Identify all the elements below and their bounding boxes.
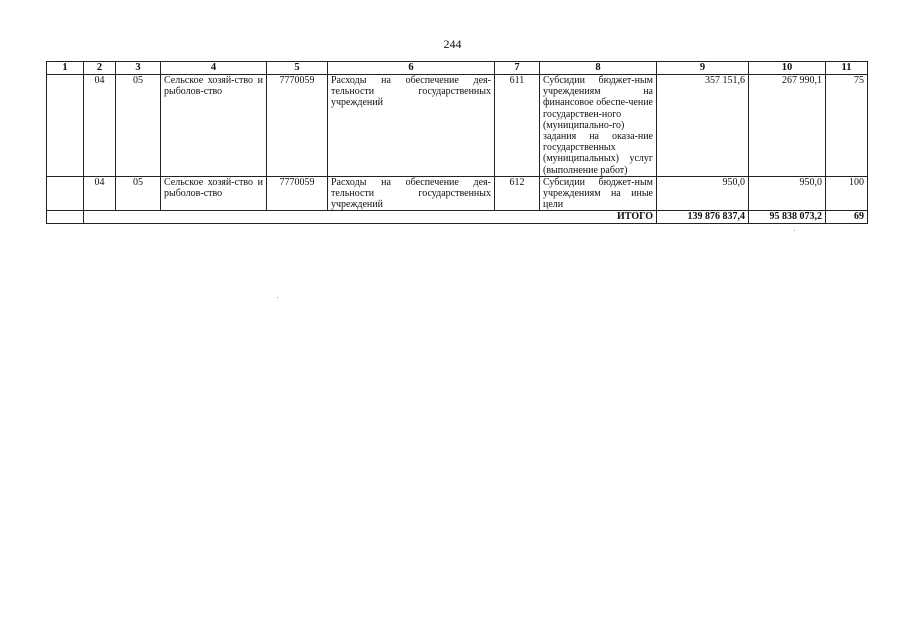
- table-row: [47, 176, 868, 211]
- row2-section: 04: [84, 176, 116, 211]
- row1-col10-value: 267 990,1: [749, 75, 826, 177]
- row2-target-name: Расходы на обеспечение дея-тельности государственных учреждений: [328, 176, 495, 211]
- row1-expense-code: 611: [495, 75, 540, 177]
- budget-table: [46, 61, 868, 224]
- row2-target-code: 7770059: [267, 176, 328, 211]
- table-row: [47, 75, 868, 177]
- header-col-10: 10: [749, 62, 826, 75]
- header-col-1: 1: [47, 62, 84, 75]
- total-label: ИТОГО: [84, 211, 657, 224]
- header-col-6: 6: [328, 62, 495, 75]
- total-row: [47, 211, 868, 224]
- header-col-3: 3: [116, 62, 161, 75]
- header-col-2: 2: [84, 62, 116, 75]
- header-col-4: 4: [161, 62, 267, 75]
- row1-expense-name: Субсидии бюджет-ным учреждениям на финансовое обеспе-чение государствен-ного (муниципально-го) задания на оказа-ние государственных (муниципальных) услуг (выполнение работ): [540, 75, 657, 177]
- row2-col10-value: 950,0: [749, 176, 826, 211]
- scan-speck: [794, 230, 795, 231]
- row1-col1: [47, 75, 84, 177]
- header-col-5: 5: [267, 62, 328, 75]
- row1-subsection-name: Сельское хозяй-ство и рыболов-ство: [161, 75, 267, 177]
- header-col-11: 11: [826, 62, 868, 75]
- page-number: 244: [443, 37, 462, 51]
- row1-target-code: 7770059: [267, 75, 328, 177]
- row2-expense-name: Субсидии бюджет-ным учреждениям на иные цели: [540, 176, 657, 211]
- row2-col11-percent: 100: [826, 176, 868, 211]
- total-spacer: [47, 211, 84, 224]
- row2-expense-code: 612: [495, 176, 540, 211]
- row1-subsection: 05: [116, 75, 161, 177]
- total-col9-value: 139 876 837,4: [657, 211, 749, 224]
- row2-subsection-name: Сельское хозяй-ство и рыболов-ство: [161, 176, 267, 211]
- header-col-9: 9: [657, 62, 749, 75]
- scan-speck: [277, 297, 278, 298]
- row1-col9-value: 357 151,6: [657, 75, 749, 177]
- row1-col11-percent: 75: [826, 75, 868, 177]
- row2-col1: [47, 176, 84, 211]
- total-col11-percent: 69: [826, 211, 868, 224]
- row1-target-name: Расходы на обеспечение дея-тельности государственных учреждений: [328, 75, 495, 177]
- row2-col9-value: 950,0: [657, 176, 749, 211]
- total-col10-value: 95 838 073,2: [749, 211, 826, 224]
- header-row: [47, 62, 868, 75]
- row1-section: 04: [84, 75, 116, 177]
- header-col-7: 7: [495, 62, 540, 75]
- row2-subsection: 05: [116, 176, 161, 211]
- header-col-8: 8: [540, 62, 657, 75]
